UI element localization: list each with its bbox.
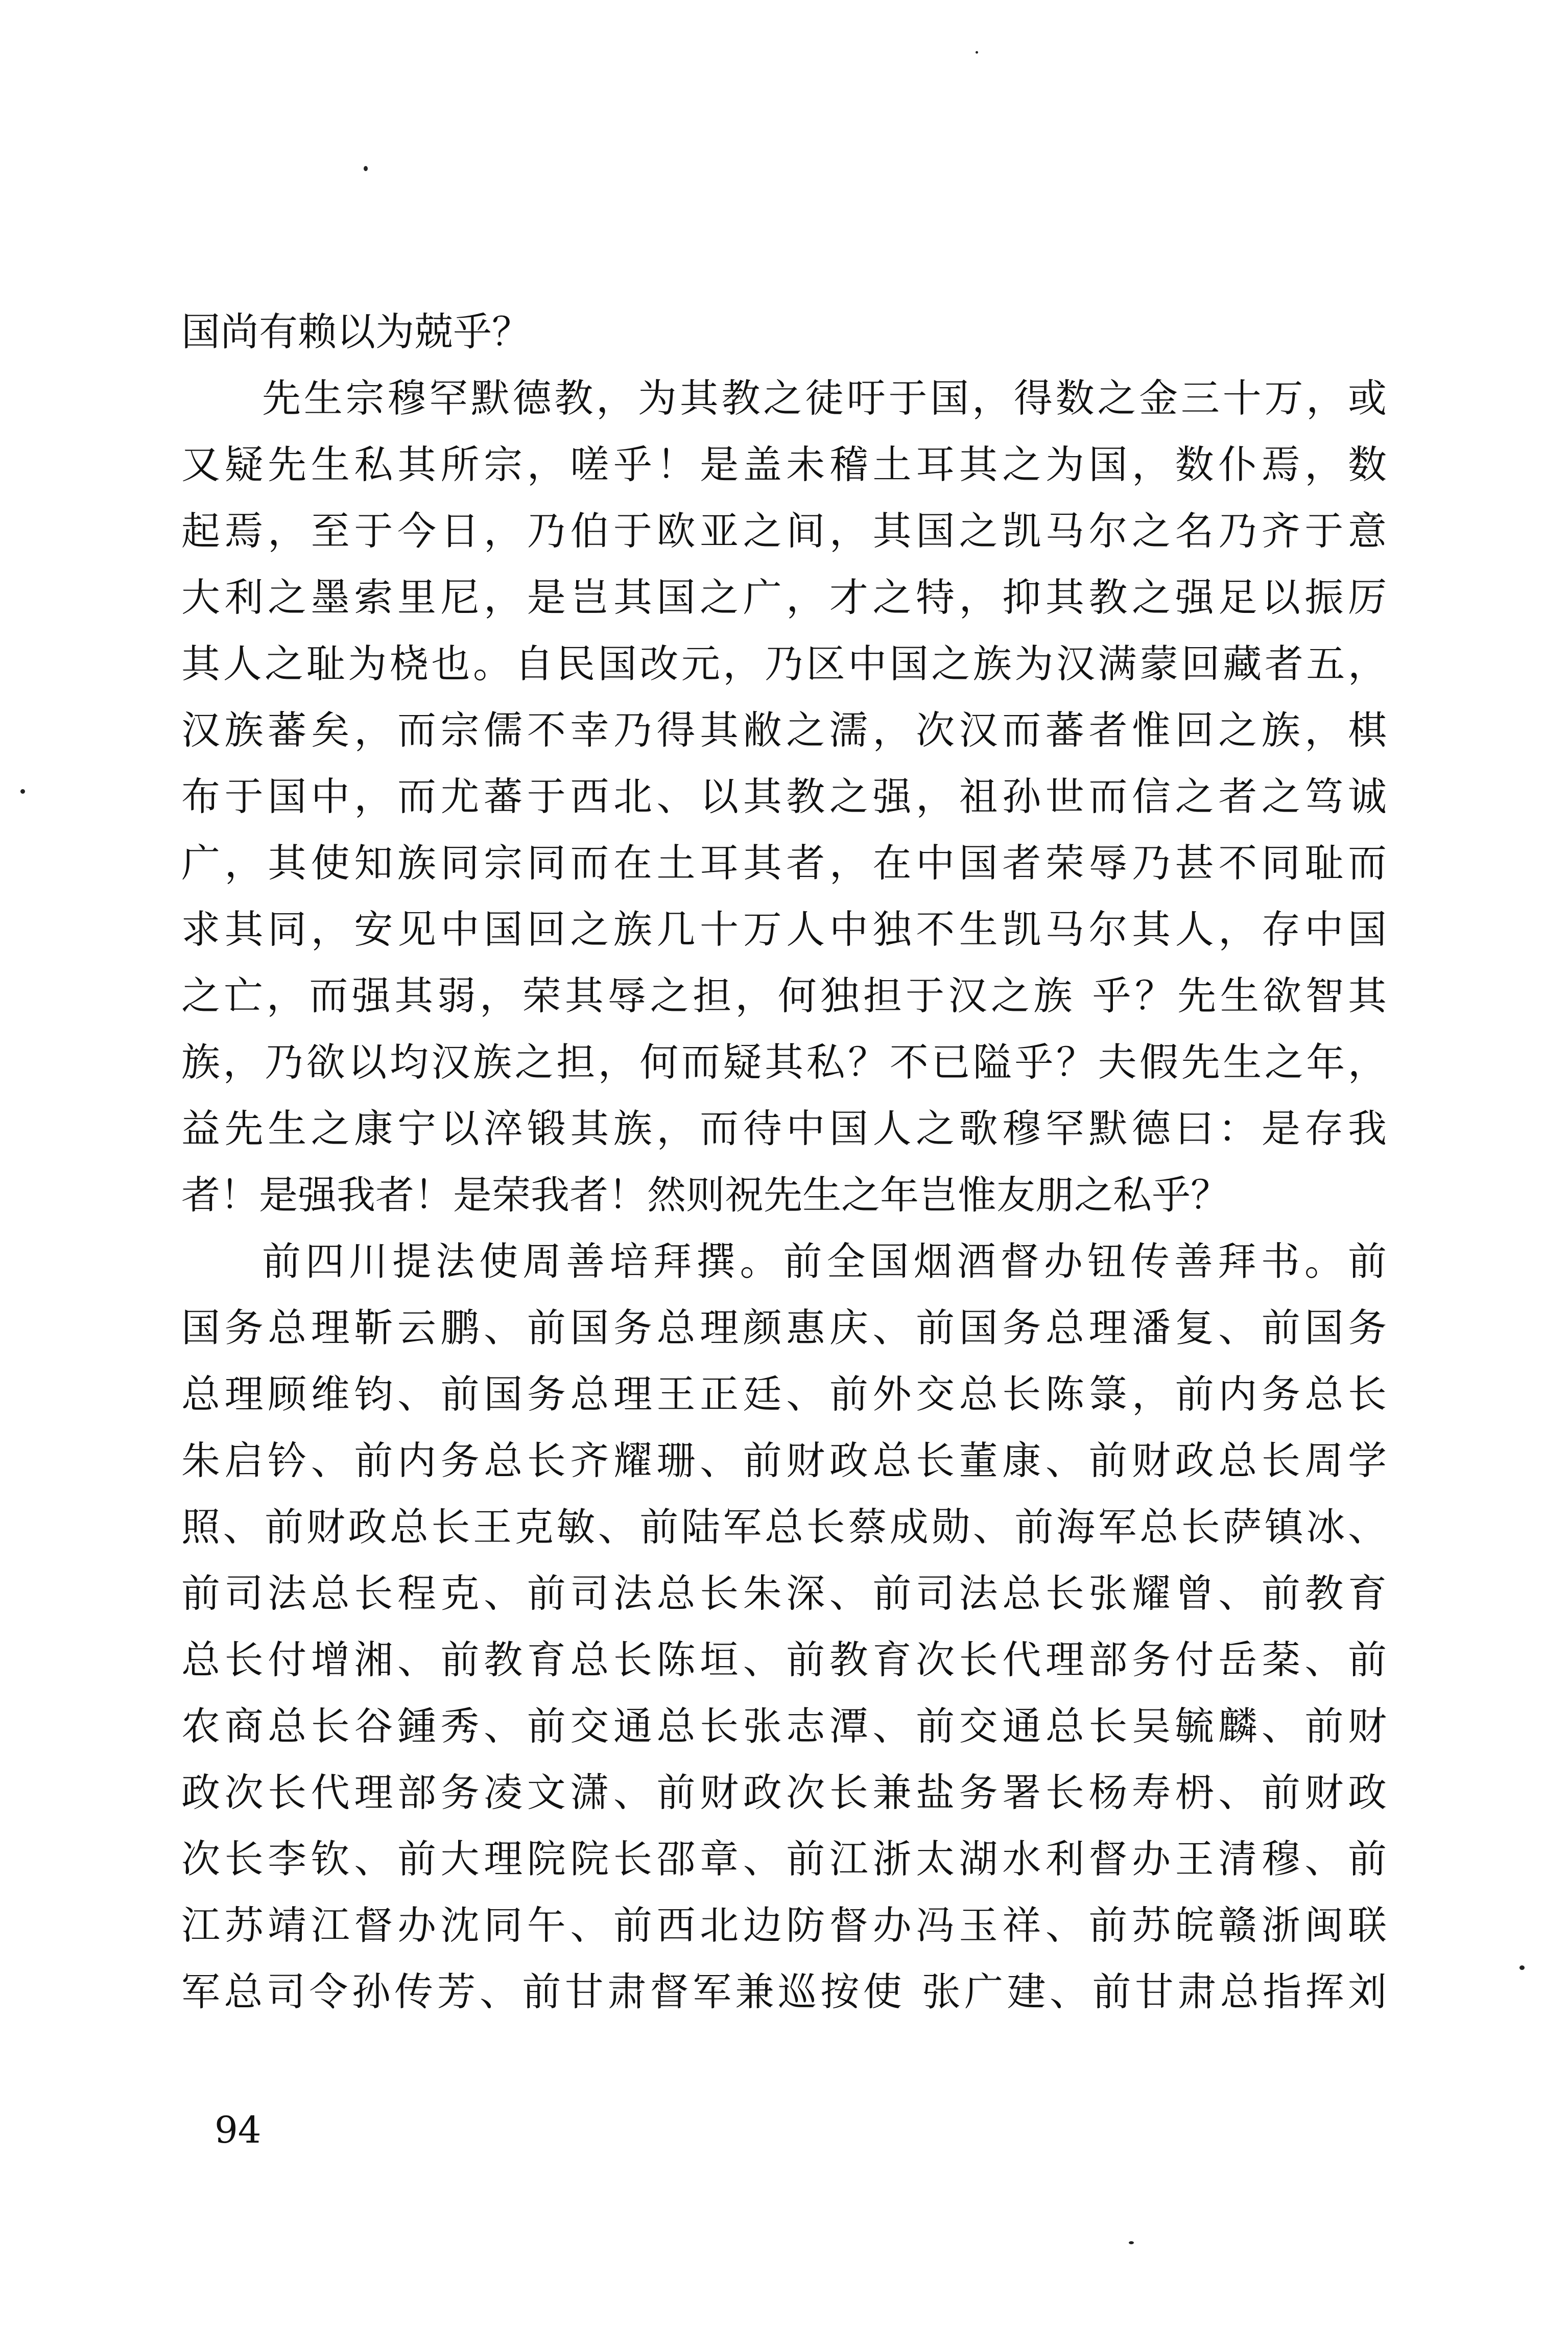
text-line: 族，乃欲以均汉族之担，何而疑其私？不已隘乎？夫假先生之年， xyxy=(181,1039,1387,1085)
paragraph xyxy=(181,1228,1387,2025)
text-line: 大利之墨索里尼，是岂其国之广，才之特，抑其教之强足以振厉 xyxy=(181,575,1387,620)
body-text xyxy=(181,299,1387,2025)
text-line: 者！是强我者！是荣我者！然则祝先生之年岂惟友朋之私乎？ xyxy=(181,1172,1229,1218)
text-line: 国务总理靳云鹏、前国务总理颜惠庆、前国务总理潘复、前国务 xyxy=(181,1305,1387,1350)
text-line: 求其同，安见中国回之族几十万人中独不生凯马尔其人，存中国 xyxy=(181,907,1387,952)
scan-speck xyxy=(1129,2241,1134,2244)
text-line: 前司法总长程克、前司法总长朱深、前司法总长张耀曾、前教育 xyxy=(181,1571,1387,1616)
scan-speck xyxy=(976,51,978,54)
paragraph xyxy=(181,365,1387,1228)
text-line: 军总司令孙传芳、前甘肃督军兼巡按使 张广建、前甘肃总指挥刘 xyxy=(181,1969,1387,2014)
page-number: 94 xyxy=(215,2108,262,2151)
paragraph xyxy=(181,299,1387,365)
text-line: 广，其使知族同宗同而在土耳其者，在中国者荣辱乃甚不同耻而 xyxy=(181,840,1387,886)
text-line: 政次长代理部务凌文潇、前财政次长兼盐务署长杨寿枬、前财政 xyxy=(181,1770,1387,1815)
text-line: 其人之耻为桡也。自民国改元，乃区中国之族为汉满蒙回藏者五， xyxy=(181,641,1387,686)
text-line: 布于国中，而尤蕃于西北、以其教之强，祖孙世而信之者之笃诚 xyxy=(181,774,1387,819)
text-line: 之亡，而强其弱，荣其辱之担，何独担于汉之族 乎？先生欲智其 xyxy=(181,973,1387,1018)
text-line: 照、前财政总长王克敏、前陆军总长蔡成勋、前海军总长萨镇冰、 xyxy=(181,1504,1387,1550)
text-line: 总长付增湘、前教育总长陈垣、前教育次长代理部务付岳棻、前 xyxy=(181,1637,1387,1682)
text-line: 先生宗穆罕默德教，为其教之徒吁于国，得数之金三十万，或 xyxy=(262,375,1387,421)
text-line: 起焉，至于今日，乃伯于欧亚之间，其国之凯马尔之名乃齐于意 xyxy=(181,508,1387,554)
text-line: 国尚有赖以为兢乎？ xyxy=(181,309,531,354)
text-line: 前四川提法使周善培拜撰。前全国烟酒督办钮传善拜书。前 xyxy=(262,1239,1387,1284)
text-line: 江苏靖江督办沈同午、前西北边防督办冯玉祥、前苏皖赣浙闽联 xyxy=(181,1903,1387,1948)
text-line: 益先生之康宁以淬锻其族，而待中国人之歌穆罕默德曰：是存我 xyxy=(181,1106,1387,1151)
text-line: 总理顾维钧、前国务总理王正廷、前外交总长陈箓，前内务总长 xyxy=(181,1371,1387,1417)
scan-speck xyxy=(364,166,368,171)
scan-speck xyxy=(1519,1965,1525,1970)
text-line: 又疑先生私其所宗，嗟乎！是盖未稽土耳其之为国，数仆焉，数 xyxy=(181,442,1387,487)
text-line: 农商总长谷鍾秀、前交通总长张志潭、前交通总长吴毓麟、前财 xyxy=(181,1703,1387,1749)
scan-speck xyxy=(20,789,25,794)
text-line: 朱启钤、前内务总长齐耀珊、前财政总长董康、前财政总长周学 xyxy=(181,1438,1387,1483)
text-line: 次长李钦、前大理院院长邵章、前江浙太湖水利督办王清穆、前 xyxy=(181,1836,1387,1882)
text-line: 汉族蕃矣，而宗儒不幸乃得其敝之濡，次汉而蕃者惟回之族，棋 xyxy=(181,707,1387,753)
